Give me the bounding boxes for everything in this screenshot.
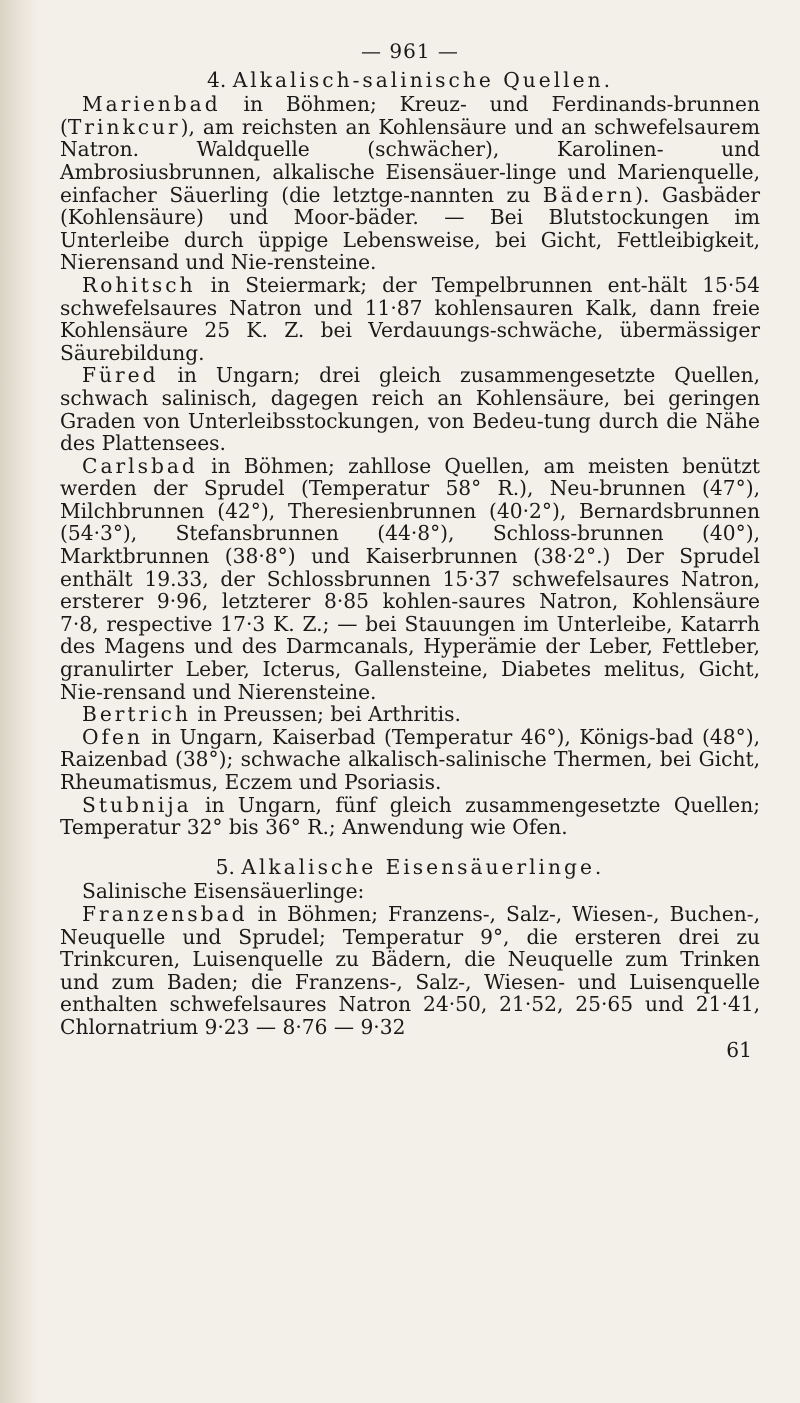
section-4-title: Alkalisch-salinische Quellen. <box>232 67 613 92</box>
page-number: — 961 — <box>361 39 459 63</box>
signature-mark: 61 <box>726 1037 752 1062</box>
paragraph-franzensbad: Franzensbad in Böhmen; Franzens-, Salz-, Wiesen-, Buchen-, Neuquelle und Sprudel; Temperatur 9°, die ersteren drei zu Trinkcuren, Luisenquelle zu Bädern, die Neuquelle zum Trinken und zum Baden; die Franzens-, Salz-, Wiesen- und Luisenquelle enthalten schwefelsaures Natron 24·50, 21·52, 25·65 und 21·41, Chlornatrium 9·23 — 8·76 — 9·32 <box>60 901 760 1039</box>
section-4-heading <box>60 69 760 92</box>
paragraph-ofen: Ofen in Ungarn, Kaiserbad (Temperatur 46°), Königs-bad (48°), Raizenbad (38°); schwache alkalisch-salinische Thermen, bei Gicht, Rheumatismus, Eczem und Psoriasis. <box>60 724 760 794</box>
page-edge-shadow <box>0 0 38 1403</box>
section-5-title: Alkalische Eisensäuerlinge. <box>241 854 605 879</box>
section-4-number: 4. <box>207 67 227 92</box>
place-name: Carlsbad <box>82 453 198 478</box>
place-name: Marienbad <box>82 92 221 117</box>
section-5-subheading: Salinische Eisensäuerlinge: <box>82 879 365 904</box>
paragraph-fured: Füred in Ungarn; drei gleich zusammengesetzte Quellen, schwach salinisch, dagegen reich an Kohlensäure, bei geringen Graden von Unterleibsstockungen, von Bedeu-tung durch die Nähe des Plattensees. <box>60 363 760 456</box>
page-content <box>60 0 760 1061</box>
section-5-number: 5. <box>215 854 235 879</box>
paragraph-carlsbad: Carlsbad in Böhmen; zahllose Quellen, am meisten benützt werden der Sprudel (Temperatur 58° R.), Neu-brunnen (47°), Milchbrunnen (42°), Theresienbrunnen (40·2°), Bernardsbrunnen (54·3°), Stefansbrunnen (44·8°), Schloss-brunnen (40°), Marktbrunnen (38·8°) und Kaiserbrunnen (38·2°.) Der Sprudel enthält 19.33, der Schlossbrunnen 15·37 schwefelsaures Natron, ersterer 9·96, letzterer 8·85 kohlen-saures Natron, Kohlensäure 7·8, respective 17·3 K. Z.; — bei Stauungen im Unterleibe, Katarrh des Magens und des Darmcanals, Hyperämie der Leber, Fettleber, granulirter Leber, Icterus, Gallensteine, Diabetes melitus, Gicht, Nie-rensand und Nierensteine. <box>60 453 760 704</box>
section-gap <box>60 839 760 856</box>
place-name: Füred <box>82 363 159 388</box>
place-name: Franzensbad <box>82 901 248 926</box>
place-name: Rohitsch <box>82 272 196 297</box>
paragraph-marienbad: Marienbad in Böhmen; Kreuz- und Ferdinands-brunnen (Trinkcur), am reichsten an Kohlensäure und an schwefelsaurem Natron. Waldquelle (schwächer), Karolinen- und Ambrosiusbrunnen, alkalische Eisensäuer-linge und Marienquelle, einfacher Säuerling (die letztge-nannten zu Bädern). Gasbäder (Kohlensäure) und Moor-bäder. — Bei Blutstockungen im Unterleibe durch üppige Lebensweise, bei Gicht, Fettleibigkeit, Nierensand und Nie-rensteine. <box>60 92 760 275</box>
paragraph-stubnija: Stubnija in Ungarn, fünf gleich zusammengesetzte Quellen; Temperatur 32° bis 36° R.; Anwendung wie Ofen. <box>60 792 760 840</box>
place-name: Bertrich <box>82 702 191 727</box>
section-5-heading <box>60 856 760 879</box>
place-name: Ofen <box>82 724 143 749</box>
paragraph-bertrich: Bertrich in Preussen; bei Arthritis. <box>82 702 461 727</box>
paragraph-rohitsch: Rohitsch in Steiermark; der Tempelbrunnen ent-hält 15·54 schwefelsaures Natron und 11·87 kohlensauren Kalk, dann freie Kohlensäure 25 K. Z. bei Verdauungs-schwäche, übermässiger Säurebildung. <box>60 272 760 365</box>
place-name: Stubnija <box>82 792 192 817</box>
